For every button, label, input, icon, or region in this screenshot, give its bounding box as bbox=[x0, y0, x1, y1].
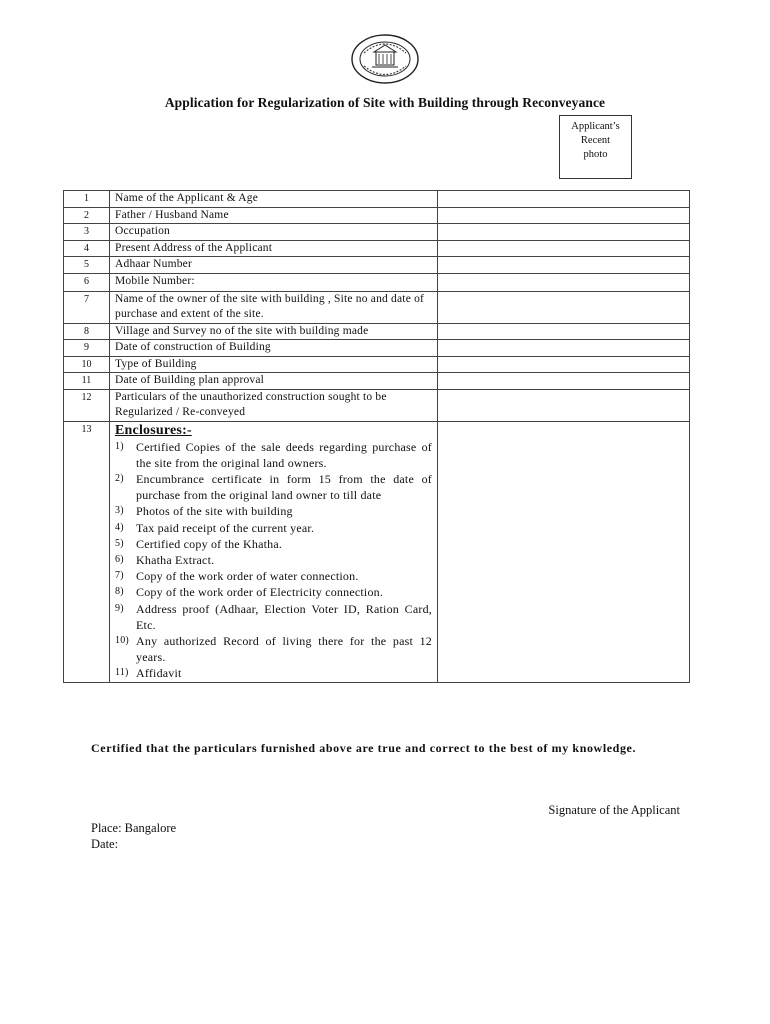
table-row bbox=[64, 207, 690, 224]
list-item-number: 3) bbox=[115, 505, 124, 517]
photo-box-line: photo bbox=[583, 149, 608, 160]
list-item-number: 4) bbox=[115, 521, 124, 533]
row-label: Date of construction of Building bbox=[110, 340, 438, 357]
row-value-field[interactable] bbox=[438, 240, 690, 257]
row-number: 3 bbox=[64, 224, 110, 241]
row-number: 1 bbox=[64, 191, 110, 208]
row-value-field[interactable] bbox=[438, 340, 690, 357]
list-item-text: Encumbrance certificate in form 15 from the date of purchase from the original land owner to till date bbox=[136, 471, 432, 503]
enclosures-row bbox=[64, 421, 690, 682]
row-number: 13 bbox=[64, 421, 110, 682]
list-item bbox=[115, 439, 432, 471]
row-label: Name of the Applicant & Age bbox=[110, 191, 438, 208]
photo-box bbox=[559, 115, 632, 179]
enclosures-list bbox=[115, 439, 432, 682]
application-form-table bbox=[63, 190, 690, 683]
enclosures-cell bbox=[110, 421, 438, 682]
list-item bbox=[115, 665, 432, 681]
row-label: Mobile Number: bbox=[110, 273, 438, 291]
row-label: Date of Building plan approval bbox=[110, 373, 438, 390]
row-number: 2 bbox=[64, 207, 110, 224]
row-value-field[interactable] bbox=[438, 373, 690, 390]
row-label: Village and Survey no of the site with building made bbox=[110, 323, 438, 340]
row-label: Adhaar Number bbox=[110, 257, 438, 274]
place-text: Place: Bangalore bbox=[91, 821, 177, 835]
government-seal-logo bbox=[350, 33, 420, 85]
table-row bbox=[64, 389, 690, 421]
table-row bbox=[64, 273, 690, 291]
row-number: 10 bbox=[64, 356, 110, 373]
list-item-text: Copy of the work order of water connection. bbox=[136, 569, 359, 584]
place-date-block bbox=[91, 820, 176, 852]
table-row bbox=[64, 291, 690, 323]
list-item-number: 8) bbox=[115, 586, 124, 598]
list-item-number: 2) bbox=[115, 472, 124, 484]
list-item-text: Copy of the work order of Electricity connection. bbox=[136, 585, 384, 600]
row-value-field[interactable] bbox=[438, 224, 690, 241]
row-number: 9 bbox=[64, 340, 110, 357]
enclosures-heading: Enclosures:- bbox=[115, 422, 192, 438]
list-item bbox=[115, 503, 432, 519]
row-value-field[interactable] bbox=[438, 191, 690, 208]
list-item-text: Khatha Extract. bbox=[136, 552, 215, 567]
signature-label: Signature of the Applicant bbox=[548, 803, 680, 817]
row-number: 11 bbox=[64, 373, 110, 390]
list-item bbox=[115, 471, 432, 503]
list-item-text: Any authorized Record of living there for the past 12 years. bbox=[136, 633, 432, 665]
list-item bbox=[115, 584, 432, 600]
row-value-field[interactable] bbox=[438, 421, 690, 682]
row-value-field[interactable] bbox=[438, 207, 690, 224]
row-label: Particulars of the unauthorized construction sought to be Regularized / Re-conveyed bbox=[110, 389, 438, 421]
list-item-number: 9) bbox=[115, 602, 124, 614]
row-label: Type of Building bbox=[110, 356, 438, 373]
list-item-text: Photos of the site with building bbox=[136, 504, 293, 519]
row-value-field[interactable] bbox=[438, 323, 690, 340]
list-item-text: Certified copy of the Khatha. bbox=[136, 536, 283, 551]
row-value-field[interactable] bbox=[438, 291, 690, 323]
photo-box-line: Recent bbox=[580, 135, 611, 146]
table-row bbox=[64, 240, 690, 257]
form-title: Application for Regularization of Site with Building through Reconveyance bbox=[164, 95, 606, 110]
list-item-number: 6) bbox=[115, 553, 124, 565]
row-value-field[interactable] bbox=[438, 273, 690, 291]
list-item-number: 11) bbox=[115, 667, 129, 679]
row-value-field[interactable] bbox=[438, 356, 690, 373]
list-item bbox=[115, 552, 432, 568]
list-item-number: 5) bbox=[115, 537, 124, 549]
table-row bbox=[64, 224, 690, 241]
table-row bbox=[64, 257, 690, 274]
certification-statement: Certified that the particulars furnished above are true and correct to the best of my knowledge. bbox=[91, 741, 637, 755]
list-item bbox=[115, 601, 432, 633]
list-item-text: Tax paid receipt of the current year. bbox=[136, 520, 315, 535]
row-number: 12 bbox=[64, 389, 110, 421]
table-row bbox=[64, 356, 690, 373]
row-number: 7 bbox=[64, 291, 110, 323]
row-number: 6 bbox=[64, 273, 110, 291]
row-label: Name of the owner of the site with building , Site no and date of purchase and extent of the site. bbox=[110, 291, 438, 323]
table-row bbox=[64, 340, 690, 357]
table-row bbox=[64, 191, 690, 208]
list-item-number: 7) bbox=[115, 570, 124, 582]
list-item bbox=[115, 568, 432, 584]
row-value-field[interactable] bbox=[438, 389, 690, 421]
row-label: Present Address of the Applicant bbox=[110, 240, 438, 257]
table-row bbox=[64, 323, 690, 340]
date-text: Date: bbox=[91, 837, 119, 851]
list-item bbox=[115, 633, 432, 665]
list-item-number: 1) bbox=[115, 440, 124, 452]
row-value-field[interactable] bbox=[438, 257, 690, 274]
list-item-text: Affidavit bbox=[136, 666, 182, 681]
list-item bbox=[115, 520, 432, 536]
row-number: 4 bbox=[64, 240, 110, 257]
row-label: Occupation bbox=[110, 224, 438, 241]
list-item-text: Address proof (Adhaar, Election Voter ID, Ration Card, Etc. bbox=[136, 601, 432, 632]
photo-box-line: Applicant’s bbox=[571, 121, 620, 132]
list-item-text: Certified Copies of the sale deeds regarding purchase of the site from the original land owners. bbox=[136, 439, 432, 470]
row-number: 8 bbox=[64, 323, 110, 340]
list-item-number: 10) bbox=[115, 634, 129, 646]
row-number: 5 bbox=[64, 257, 110, 274]
row-label: Father / Husband Name bbox=[110, 207, 438, 224]
table-row bbox=[64, 373, 690, 390]
list-item bbox=[115, 536, 432, 552]
